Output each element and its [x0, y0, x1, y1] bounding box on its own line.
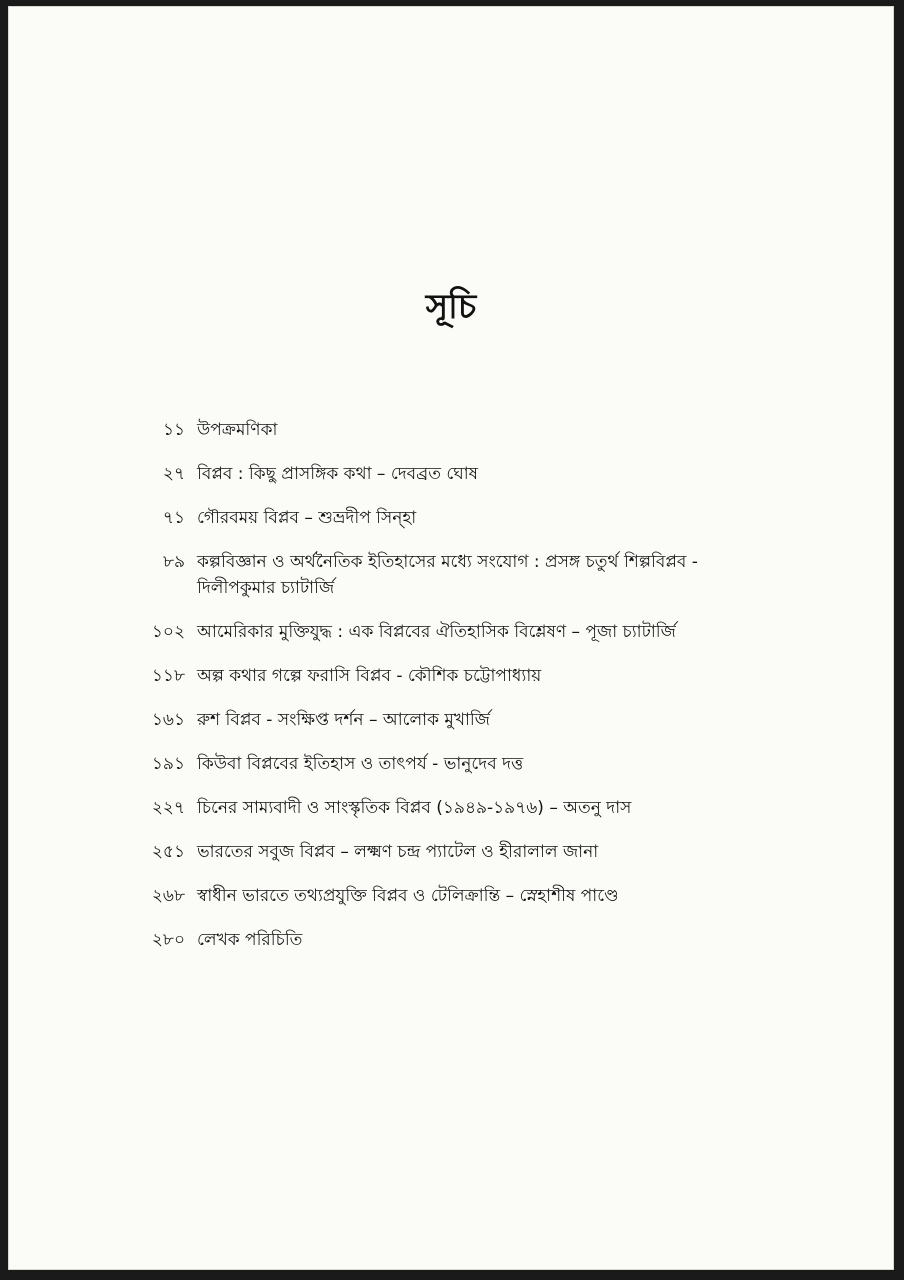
toc-page-number: ২৫১	[151, 842, 185, 862]
toc-entry-title: কিউবা বিপ্লবের ইতিহাস ও তাৎপর্য - ভানুদেব দত্ত	[197, 754, 524, 774]
toc-entry-title: স্বাধীন ভারতে তথ্যপ্রযুক্তি বিপ্লব ও টেলিক্রান্তি – স্নেহাশীষ পাণ্ডে	[197, 886, 619, 906]
toc-entry	[127, 549, 727, 601]
page-title: সূচি	[425, 287, 477, 327]
toc-entry	[127, 795, 727, 821]
toc-page-number: ২৮০	[151, 930, 185, 950]
toc-entry	[127, 417, 727, 443]
toc-entry-title: গৌরবময় বিপ্লব – শুভ্রদীপ সিন্‌হা	[197, 508, 417, 528]
toc-entry	[127, 927, 727, 953]
toc-entry-title: ভারতের সবুজ বিপ্লব – লক্ষ্মণ চন্দ্র প্যাটেল ও হীরালাল জানা	[197, 842, 599, 862]
toc-entry-title: কল্পবিজ্ঞান ও অর্থনৈতিক ইতিহাসের মধ্যে সংযোগ : প্রসঙ্গ চতুর্থ শিল্পবিপ্লব - দিলীপকুমার চ্যাটার্জি	[197, 552, 698, 598]
toc-entry	[127, 505, 727, 531]
toc-entry	[127, 883, 727, 909]
toc-entry-title: আমেরিকার মুক্তিযুদ্ধ : এক বিপ্লবের ঐতিহাসিক বিশ্লেষণ – পূজা চ্যাটার্জি	[197, 622, 676, 642]
toc-entry-title: অল্প কথার গল্পে ফরাসি বিপ্লব - কৌশিক চট্টোপাধ্যায়	[197, 666, 542, 686]
toc-entry	[127, 707, 727, 733]
book-page	[8, 6, 894, 1270]
toc-page-number: ২৭	[162, 464, 185, 484]
toc-entry-title: লেখক পরিচিতি	[197, 930, 303, 950]
toc-entry	[127, 663, 727, 689]
toc-entry	[127, 839, 727, 865]
toc-page-number: ১৬১	[151, 710, 185, 730]
toc-entry	[127, 461, 727, 487]
toc-page-number: ২২৭	[151, 798, 185, 818]
toc-page-number: ১১	[162, 420, 185, 440]
table-of-contents	[127, 417, 727, 971]
toc-entry-title: রুশ বিপ্লব - সংক্ষিপ্ত দর্শন – আলোক মুখার্জি	[197, 710, 491, 730]
toc-page-number: ১০২	[151, 622, 185, 642]
toc-entry-title: উপক্রমণিকা	[197, 420, 278, 440]
toc-page-number: ৮৯	[162, 552, 185, 572]
toc-entry-title: বিপ্লব : কিছু প্রাসঙ্গিক কথা – দেবব্রত ঘোষ	[197, 464, 479, 484]
toc-page-number: ১৯১	[151, 754, 185, 774]
toc-entry-title: চিনের সাম্যবাদী ও সাংস্কৃতিক বিপ্লব (১৯৪৯-১৯৭৬) – অতনু দাস	[197, 798, 632, 818]
toc-entry	[127, 751, 727, 777]
toc-page-number: ৭১	[162, 508, 185, 528]
toc-entry	[127, 619, 727, 645]
toc-page-number: ১১৮	[151, 666, 185, 686]
toc-page-number: ২৬৮	[151, 886, 185, 906]
